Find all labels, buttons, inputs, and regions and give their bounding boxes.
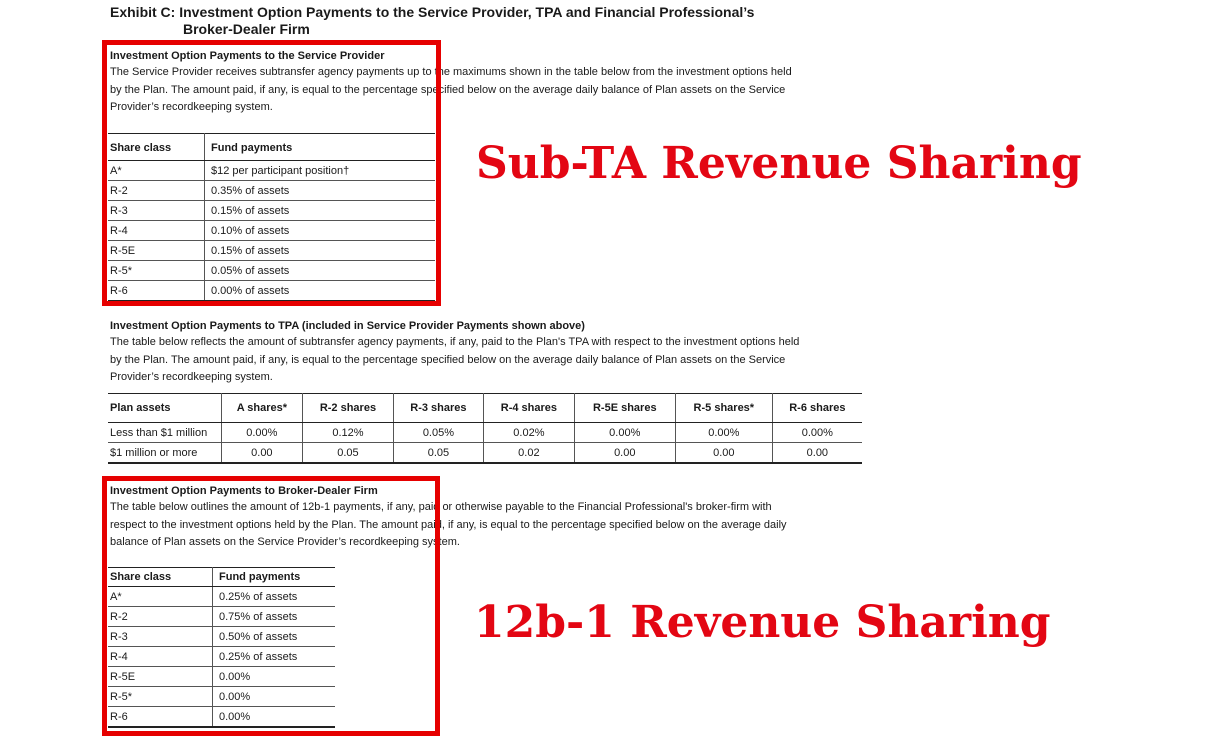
column-header: A shares* [221, 394, 303, 423]
column-header: Share class [108, 134, 205, 161]
column-header: R-6 shares [772, 394, 862, 423]
section3-body-line: The table below outlines the amount of 12b-1 payments, if any, paid or otherwise payable to the Financial Professional's broker-firm with [110, 501, 772, 513]
share-class-cell: A* [108, 587, 213, 607]
share-class-cell: R-6 [108, 281, 205, 302]
section2-body [110, 334, 799, 387]
rate-cell: 0.05% [393, 423, 483, 443]
highlight-box-12b1 [102, 476, 440, 736]
rate-cell: 0.05 [303, 443, 393, 464]
fund-payment-cell: 0.35% of assets [205, 181, 436, 201]
exhibit-title-line2: Broker-Dealer Firm [183, 21, 310, 37]
fund-payment-cell: 0.25% of assets [213, 587, 336, 607]
rate-cell: 0.00 [574, 443, 675, 464]
highlight-box-sub-ta [102, 40, 441, 306]
section2-body-line: Provider’s recordkeeping system. [110, 371, 273, 383]
fund-payment-cell: 0.00% [213, 687, 336, 707]
section2-heading: Investment Option Payments to TPA (included in Service Provider Payments shown above) [110, 320, 585, 332]
table-row [108, 443, 862, 464]
column-header: R-5 shares* [675, 394, 772, 423]
plan-assets-cell: $1 million or more [108, 443, 221, 464]
share-class-cell: R-4 [108, 221, 205, 241]
annotation-sub-ta: Sub-TA Revenue Sharing [476, 138, 1082, 189]
share-class-cell: R-5* [108, 687, 213, 707]
share-class-cell: R-6 [108, 707, 213, 728]
section3-body-line: respect to the investment options held by the Plan. The amount paid, if any, is equal to the percentage specified below on the average daily [110, 518, 787, 531]
annotation-12b1: 12b-1 Revenue Sharing [474, 597, 1051, 648]
share-class-cell: R-4 [108, 647, 213, 667]
share-class-cell: R-3 [108, 627, 213, 647]
column-header: R-5E shares [574, 394, 675, 423]
fund-payment-cell: 0.15% of assets [205, 241, 436, 261]
rate-cell: 0.12% [303, 423, 393, 443]
column-header: R-2 shares [303, 394, 393, 423]
column-header: R-4 shares [484, 394, 574, 423]
fund-payment-cell: 0.00% [213, 707, 336, 728]
rate-cell: 0.00 [221, 443, 303, 464]
section2-body-line: The table below reflects the amount of subtransfer agency payments, if any, paid to the Plan's TPA with respect to the investment options held [110, 336, 800, 348]
fund-payment-cell: 0.00% of assets [205, 281, 436, 302]
share-class-cell: R-2 [108, 181, 205, 201]
section1-body-line: The Service Provider receives subtransfer agency payments up to the maximums shown in the table below from the investment options held [110, 66, 792, 78]
fund-payment-cell: 0.75% of assets [213, 607, 336, 627]
rate-cell: 0.00% [574, 423, 675, 443]
fund-payment-cell: 0.25% of assets [213, 647, 336, 667]
tpa-payments-table [108, 393, 862, 464]
share-class-cell: R-2 [108, 607, 213, 627]
column-header: R-3 shares [393, 394, 483, 423]
rate-cell: 0.05 [393, 443, 483, 464]
share-class-cell: A* [108, 161, 205, 181]
rate-cell: 0.02 [484, 443, 574, 464]
section3-heading: Investment Option Payments to Broker-Dealer Firm [110, 485, 378, 497]
share-class-cell: R-5E [108, 667, 213, 687]
fund-payment-cell: 0.05% of assets [205, 261, 436, 281]
rate-cell: 0.00% [675, 423, 772, 443]
rate-cell: 0.00% [221, 423, 303, 443]
share-class-cell: R-3 [108, 201, 205, 221]
column-header: Plan assets [108, 394, 221, 423]
section1-body-line: Provider’s recordkeeping system. [110, 101, 273, 113]
rate-cell: 0.00 [772, 443, 862, 464]
exhibit-title-line1: Exhibit C: Investment Option Payments to the Service Provider, TPA and Financial Professional’s [110, 4, 755, 20]
rate-cell: 0.02% [484, 423, 574, 443]
table-row [108, 423, 862, 443]
table-header-row [108, 394, 862, 423]
section1-heading: Investment Option Payments to the Service Provider [110, 50, 385, 62]
fund-payment-cell: 0.15% of assets [205, 201, 436, 221]
column-header: Share class [108, 568, 213, 587]
share-class-cell: R-5E [108, 241, 205, 261]
column-header: Fund payments [205, 134, 436, 161]
plan-assets-cell: Less than $1 million [108, 423, 221, 443]
fund-payment-cell: 0.10% of assets [205, 221, 436, 241]
exhibit-title [110, 4, 754, 38]
share-class-cell: R-5* [108, 261, 205, 281]
section2-body-line: by the Plan. The amount paid, if any, is equal to the percentage specified below on the average daily balance of Plan assets on the Service [110, 353, 786, 366]
section1-body-line: by the Plan. The amount paid, if any, is equal to the percentage specified below on the average daily balance of Plan assets on the Service [110, 83, 786, 96]
fund-payment-cell: 0.50% of assets [213, 627, 336, 647]
section3-body-line: balance of Plan assets on the Service Provider’s recordkeeping system. [110, 536, 460, 548]
rate-cell: 0.00 [675, 443, 772, 464]
column-header: Fund payments [213, 568, 336, 587]
fund-payment-cell: $12 per participant position† [205, 161, 436, 181]
fund-payment-cell: 0.00% [213, 667, 336, 687]
rate-cell: 0.00% [772, 423, 862, 443]
